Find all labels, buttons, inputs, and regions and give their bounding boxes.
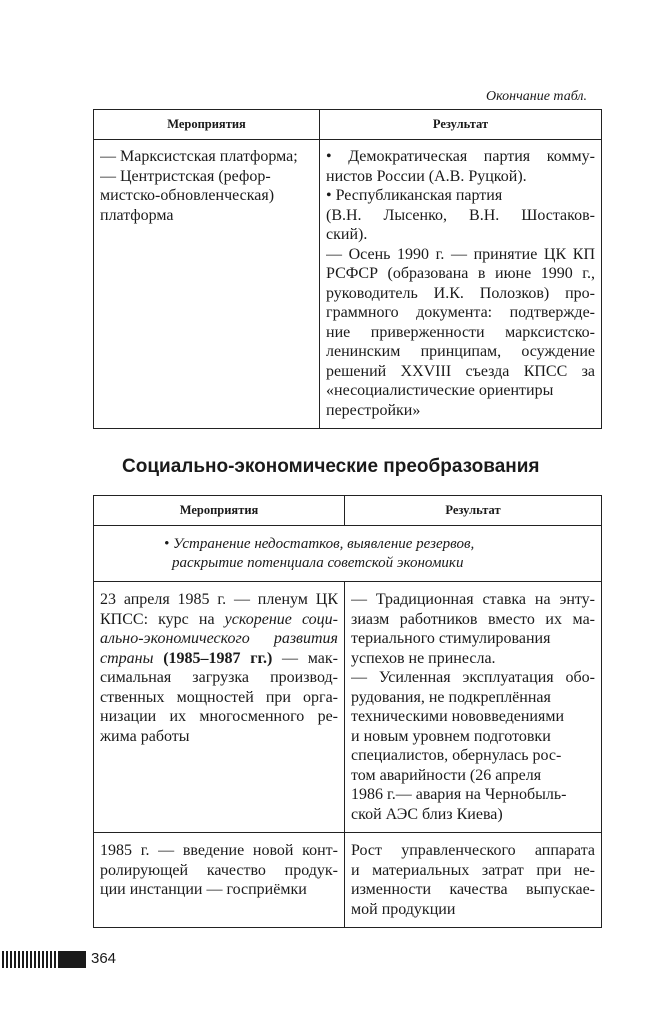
cell-emphasis: ально-экономического развития [100,630,338,647]
cell-line: симальная загрузка производ- [100,669,338,686]
cell-line: руководитель И.К. Полозков) про- [326,284,595,302]
page-edge-marker [2,951,86,968]
table-subheading [94,526,602,582]
cell-emphasis: ускорение соци- [224,610,338,628]
cell-text: КПСС: курс на [100,610,225,628]
cell-line: том аварийности (26 апреля [351,766,542,784]
cell-line: и новым уровнем подготовки [351,727,551,745]
cell-line: ский). [326,226,368,243]
cell-line: — Осень 1990 г. — принятие ЦК КП [326,245,595,263]
cell-line: ции инстанции — госприёмки [100,881,307,898]
cell-line [100,649,338,669]
cell-line: «несоциалистические ориентиры [326,382,554,399]
cell-line [100,610,338,630]
cell-line: зиазм работников вместо их ма- [351,610,595,628]
cell-line: специалистов, обернулась рос- [351,747,562,764]
cell-line: — Традиционная ставка на энту- [351,591,595,608]
cell-line: ролирующей качество продук- [100,861,338,879]
cell-line: успехов не принесла. [351,649,496,667]
cell-line: техническими нововведениями [351,708,565,725]
cell-line: жима работы [100,727,190,745]
table-row [94,833,602,928]
cell-line: ние приверженности марксистско- [326,323,595,341]
cell-line: • Демократическая партия комму- [326,148,595,165]
cell-text: — мак- [272,649,338,667]
cell-emphasis: страны [100,649,154,667]
cell-years: (1985–1987 гг.) [163,649,273,667]
cell-line: платформа [100,206,174,224]
table-socio-economic-reforms [93,495,602,928]
cell-line: нистов России (А.В. Руцкой). [326,167,527,185]
header-measures: Мероприятия [94,110,320,140]
cell-line: (В.Н. Лысенко, В.Н. Шостаков- [326,206,595,224]
table-row [94,582,602,833]
subheading-line: раскрытие потенциала советской экономики [172,555,464,571]
subheading-line: • Устранение недостатков, выявление резервов, [164,536,475,552]
cell-line [100,629,338,649]
result-cell [345,582,602,833]
cell-line: ской АЭС близ Киева) [351,805,503,823]
cell-line: • Республиканская партия [326,187,503,204]
cell-line: 23 апреля 1985 г. — пленум ЦК [100,591,338,608]
header-result: Результат [320,110,602,140]
cell-line: — Центристская (рефор- [100,167,271,185]
cell-line: и материальных затрат при не- [351,861,595,879]
table-political-platforms [93,109,602,429]
table-row [94,140,602,429]
result-cell [345,833,602,928]
measures-cell [94,833,345,928]
page-number: 364 [91,950,117,967]
measures-cell [94,582,345,833]
table-subheading-row [94,526,602,582]
cell-line: рудования, не подкреплённая [351,688,551,706]
cell-line: — Усиленная эксплуатация обо- [351,669,595,686]
header-measures: Мероприятия [94,496,345,526]
measures-cell [94,140,320,429]
table-header-row [94,496,602,526]
cell-line: изменности качества выпускае- [351,881,595,898]
cell-line: решений XXVIII съезда КПСС за [326,362,595,380]
header-result: Результат [345,496,602,526]
cell-line: 1985 г. — введение новой конт- [100,842,338,859]
cell-line: мистско-обновленческая) [100,187,275,204]
continuation-label: Окончание табл. [486,89,587,104]
table-header-row [94,110,602,140]
cell-line: мой продукции [351,900,456,918]
cell-line: граммного документа: подтвержде- [326,304,595,321]
cell-line: РСФСР (образована в июне 1990 г., [326,265,595,282]
cell-line: ственных мощностей при орга- [100,688,338,706]
cell-line: перестройки» [326,401,421,419]
cell-line: ленинским принципам, осуждение [326,343,595,360]
cell-line: низации их многосменного ре- [100,708,338,725]
cell-line: Рост управленческого аппарата [351,842,595,859]
section-title: Социально-экономические преобразования [122,456,540,477]
cell-line: — Марксистская платформа; [100,148,298,165]
cell-line: 1986 г.— авария на Чернобыль- [351,786,567,803]
cell-line: териального стимулирования [351,630,551,647]
result-cell [320,140,602,429]
